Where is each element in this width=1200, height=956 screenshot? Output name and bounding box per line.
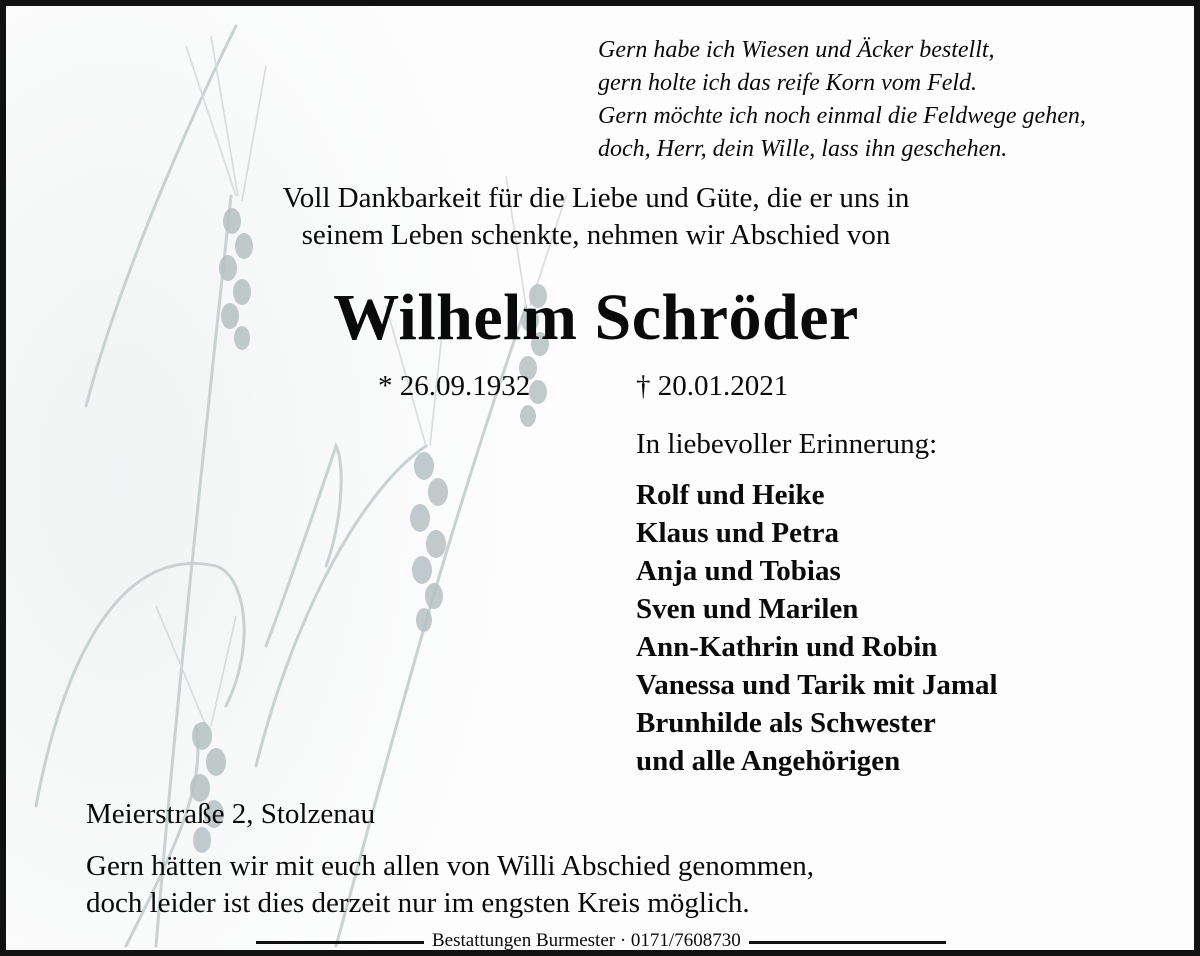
poem-line: Gern habe ich Wiesen und Äcker bestellt, xyxy=(598,37,995,63)
deceased-name: Wilhelm Schröder xyxy=(333,281,859,354)
funeral-home-footer: Bestattungen Burmester · 0171/7608730 xyxy=(424,929,749,953)
intro-line: seinem Leben schenkte, nehmen wir Abschied von xyxy=(301,219,891,251)
closing-line: Gern hätten wir mit euch allen von Willi Abschied genommen, xyxy=(86,850,814,882)
closing-note xyxy=(86,848,814,922)
death-date: † 20.01.2021 xyxy=(636,370,789,402)
birth-date: * 26.09.1932 xyxy=(378,370,531,402)
mourner-item: Vanessa und Tarik mit Jamal xyxy=(636,669,998,701)
closing-line: doch leider ist dies derzeit nur im engsten Kreis möglich. xyxy=(86,887,750,919)
memory-heading: In liebevoller Erinnerung: xyxy=(636,428,938,460)
address: Meierstraße 2, Stolzenau xyxy=(86,798,376,830)
mourners-list xyxy=(636,476,998,780)
poem xyxy=(598,34,1178,166)
poem-line: Gern möchte ich noch einmal die Feldwege gehen, xyxy=(598,103,1086,129)
mourner-item: Anja und Tobias xyxy=(636,555,841,587)
mourner-item: und alle Angehörigen xyxy=(636,745,901,777)
intro-text xyxy=(206,180,986,254)
mourner-item: Sven und Marilen xyxy=(636,593,859,625)
poem-line: doch, Herr, dein Wille, lass ihn geschehen. xyxy=(598,136,1008,162)
poem-line: gern holte ich das reife Korn vom Feld. xyxy=(598,70,978,96)
mourner-item: Klaus und Petra xyxy=(636,517,840,549)
mourner-item: Rolf und Heike xyxy=(636,479,825,511)
mourner-item: Brunhilde als Schwester xyxy=(636,707,936,739)
intro-line: Voll Dankbarkeit für die Liebe und Güte, die er uns in xyxy=(282,182,910,214)
mourner-item: Ann-Kathrin und Robin xyxy=(636,631,938,663)
